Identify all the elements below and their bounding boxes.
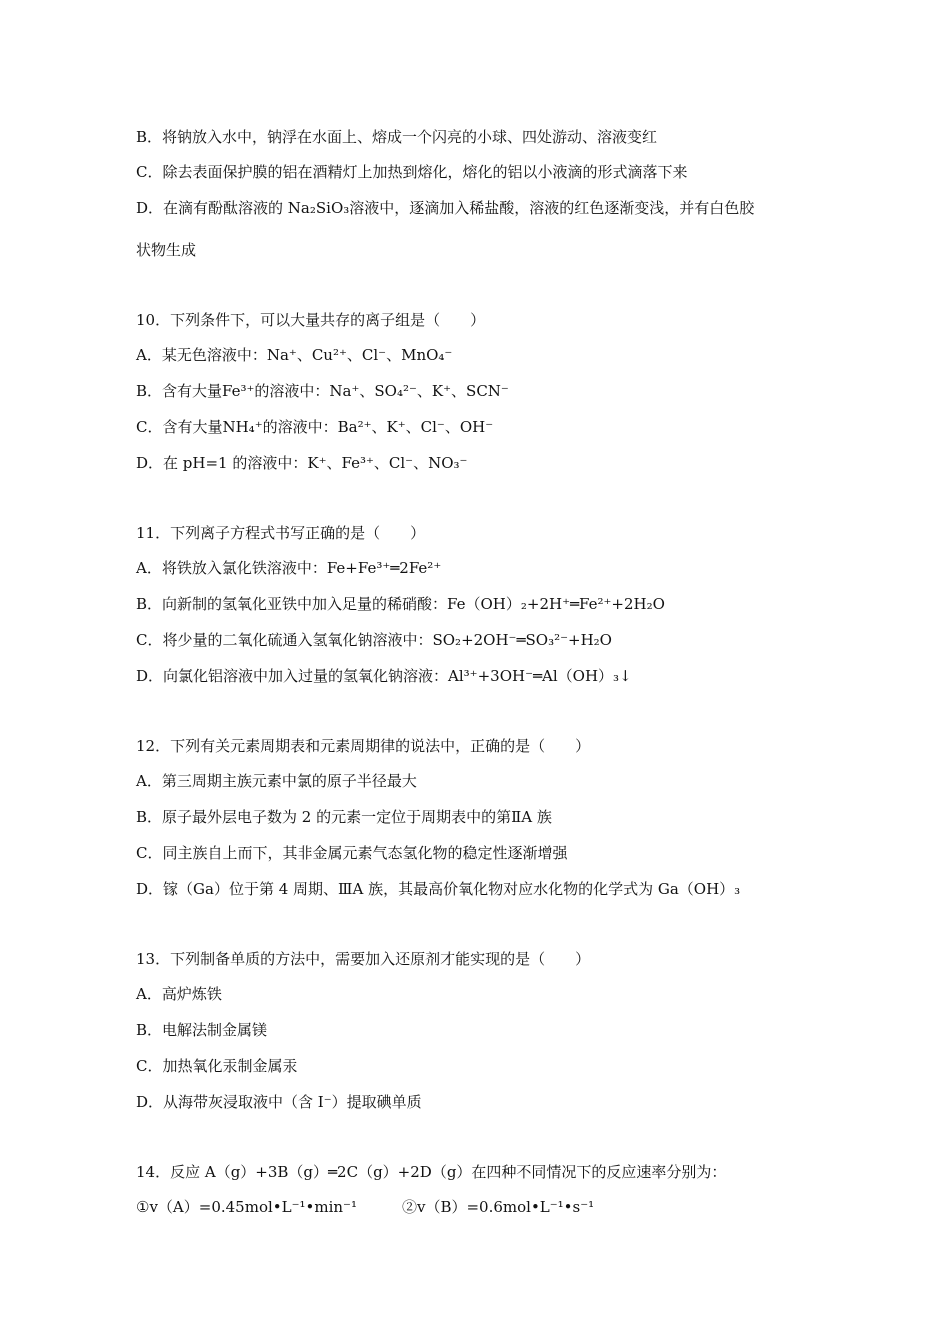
q11-option-a: A．将铁放入氯化铁溶液中：Fe+Fe³⁺═2Fe²⁺ (136, 559, 442, 577)
q9-option-d: D．在滴有酚酞溶液的 Na₂SiO₃溶液中，逐滴加入稀盐酸，溶液的红色逐渐变浅，并有白色胶 (136, 199, 755, 217)
q14-stem: 14．反应 A（g）+3B（g）═2C（g）+2D（g）在四种不同情况下的反应速率分别为： (136, 1163, 727, 1181)
q9-option-b: B．将钠放入水中，钠浮在水面上、熔成一个闪亮的小球、四处游动、溶液变红 (136, 128, 658, 146)
q11-option-b: B．向新制的氢氧化亚铁中加入足量的稀硝酸：Fe（OH）₂+2H⁺═Fe²⁺+2H₂O (136, 595, 665, 613)
q10-option-a: A．某无色溶液中：Na⁺、Cu²⁺、Cl⁻、MnO₄⁻ (136, 346, 453, 364)
q12-option-c: C．同主族自上而下，其非金属元素气态氢化物的稳定性逐渐增强 (136, 844, 568, 862)
q13-option-c: C．加热氧化汞制金属汞 (136, 1057, 298, 1075)
q12-option-d: D．镓（Ga）位于第 4 周期、ⅢA 族，其最高价氧化物对应水化物的化学式为 Ga（OH）₃ (136, 880, 741, 898)
q12-stem: 12．下列有关元素周期表和元素周期律的说法中，正确的是（ ） (136, 737, 591, 755)
q11-stem: 11．下列离子方程式书写正确的是（ ） (136, 524, 426, 542)
q10-stem: 10．下列条件下，可以大量共存的离子组是（ ） (136, 311, 486, 329)
q13-stem: 13．下列制备单质的方法中，需要加入还原剂才能实现的是（ ） (136, 950, 591, 968)
q10-option-c: C．含有大量NH₄⁺的溶液中：Ba²⁺、K⁺、Cl⁻、OH⁻ (136, 418, 494, 436)
q9-option-c: C．除去表面保护膜的铝在酒精灯上加热到熔化，熔化的铝以小液滴的形式滴落下来 (136, 163, 688, 181)
q9-option-d-cont: 状物生成 (136, 241, 197, 259)
q11-option-d: D．向氯化铝溶液中加入过量的氢氧化钠溶液：Al³⁺+3OH⁻═Al（OH）₃↓ (136, 667, 632, 685)
q13-option-d: D．从海带灰浸取液中（含 I⁻）提取碘单质 (136, 1093, 422, 1111)
q10-option-b: B．含有大量Fe³⁺的溶液中：Na⁺、SO₄²⁻、K⁺、SCN⁻ (136, 382, 509, 400)
q14-rates-line: ①v（A）=0.45mol•L⁻¹•min⁻¹ ②v（B）=0.6mol•L⁻¹•s⁻¹ (136, 1198, 595, 1216)
q11-option-c: C．将少量的二氧化硫通入氢氧化钠溶液中：SO₂+2OH⁻═SO₃²⁻+H₂O (136, 631, 612, 649)
q10-option-d: D．在 pH=1 的溶液中：K⁺、Fe³⁺、Cl⁻、NO₃⁻ (136, 454, 468, 472)
q13-option-a: A．高炉炼铁 (136, 985, 222, 1003)
q13-option-b: B．电解法制金属镁 (136, 1021, 268, 1039)
q12-option-b: B．原子最外层电子数为 2 的元素一定位于周期表中的第ⅡA 族 (136, 808, 552, 826)
q12-option-a: A．第三周期主族元素中氯的原子半径最大 (136, 772, 417, 790)
